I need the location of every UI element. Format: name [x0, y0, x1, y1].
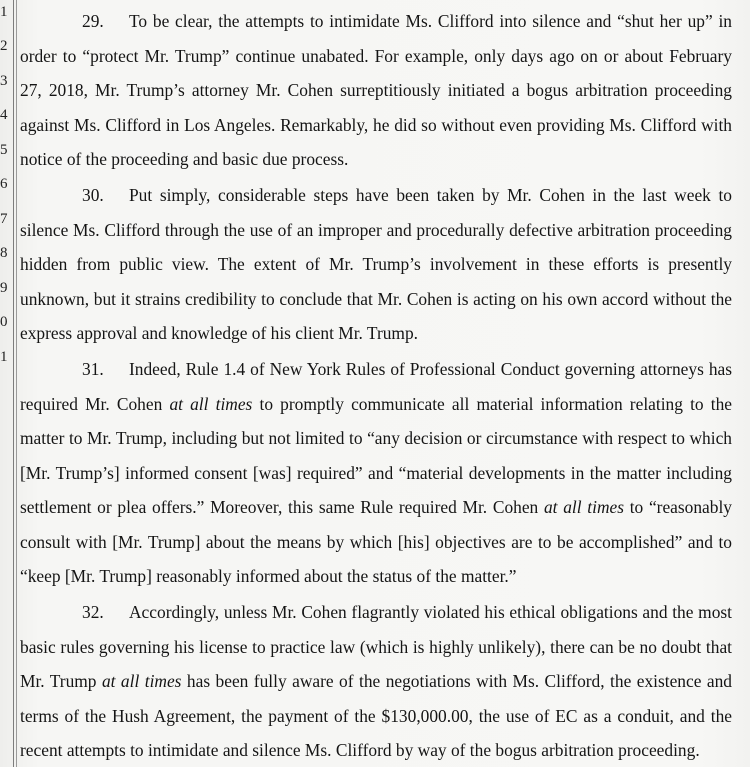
- paragraph-31-line: “keep [Mr. Trump] reasonably informed about the status of the matter.”: [20, 566, 517, 586]
- line-number: 6: [0, 176, 8, 192]
- paragraph-30-line: silence Ms. Clifford through the use of an improper and procedurally defective arbitration proceeding: [20, 220, 732, 240]
- paragraph-number: 32.: [82, 602, 104, 622]
- paragraph-30-line: hidden from public view. The extent of Mr. Trump’s involvement in these efforts is presently: [20, 254, 732, 274]
- line-number: 3: [0, 73, 8, 89]
- line-number: 7: [0, 211, 8, 227]
- emphasis: at all times: [169, 394, 253, 414]
- line-number: 1: [0, 4, 8, 20]
- line-number: 9: [0, 280, 8, 296]
- paragraph-31-line: 31. Indeed, Rule 1.4 of New York Rules of Professional Conduct governing attorneys has: [82, 359, 732, 379]
- paragraph-number: 29.: [82, 11, 104, 31]
- paragraph-31-line: [Mr. Trump’s] informed consent [was] required” and “material developments in the matter including: [20, 463, 732, 483]
- paragraph-number: 30.: [82, 185, 104, 205]
- paragraph-32-line: recent attempts to intimidate and silence Ms. Clifford by way of the bogus arbitration proceeding.: [20, 740, 700, 760]
- paragraph-29-line: 27, 2018, Mr. Trump’s attorney Mr. Cohen surreptitiously initiated a bogus arbitration proceeding: [20, 80, 732, 100]
- paragraph-32-line: basic rules governing his license to practice law (which is highly unlikely), there can be no doubt that: [20, 637, 732, 657]
- line-number: 4: [0, 107, 8, 123]
- paragraph-30-line: express approval and knowledge of his client Mr. Trump.: [20, 323, 418, 343]
- paragraph-32-line: Mr. Trump at all times has been fully aware of the negotiations with Ms. Clifford, the existence and: [20, 671, 732, 691]
- paragraph-number: 31.: [82, 359, 104, 379]
- paragraph-30-line: 30. Put simply, considerable steps have been taken by Mr. Cohen in the last week to: [82, 185, 732, 205]
- line-number: 0: [0, 314, 8, 330]
- paragraph-31-line: consult with [Mr. Trump] about the means by which [his] objectives are to be accomplished” and to: [20, 532, 732, 552]
- paragraph-32-line: terms of the Hush Agreement, the payment of the $130,000.00, the use of EC as a conduit, and the: [20, 706, 732, 726]
- paragraph-31-line: required Mr. Cohen at all times to promptly communicate all material information relating to the: [20, 394, 732, 414]
- paragraph-31-line: settlement or plea offers.” Moreover, this same Rule required Mr. Cohen at all times to “reasonably: [20, 497, 732, 517]
- paragraph-29-line: order to “protect Mr. Trump” continue unabated. For example, only days ago on or about February: [20, 46, 732, 66]
- line-number: 8: [0, 245, 8, 261]
- emphasis: at all times: [101, 671, 182, 691]
- line-number: 1: [0, 349, 8, 365]
- line-number: 2: [0, 38, 8, 54]
- paragraph-32-line: 32. Accordingly, unless Mr. Cohen flagrantly violated his ethical obligations and the most: [82, 602, 732, 622]
- line-number: 5: [0, 142, 8, 158]
- paragraph-29-line: 29. To be clear, the attempts to intimidate Ms. Clifford into silence and “shut her up” in: [82, 11, 732, 31]
- paragraph-29-line: notice of the proceeding and basic due process.: [20, 149, 349, 169]
- emphasis: at all times: [543, 497, 624, 517]
- paragraph-31-line: matter to Mr. Trump, including but not limited to “any decision or circumstance with respect to which: [20, 428, 732, 448]
- paragraph-30-line: unknown, but it strains credibility to conclude that Mr. Cohen is acting on his own accord without the: [20, 289, 732, 309]
- paragraph-29-line: against Ms. Clifford in Los Angeles. Remarkably, he did so without even providing Ms. Clifford with: [20, 115, 732, 135]
